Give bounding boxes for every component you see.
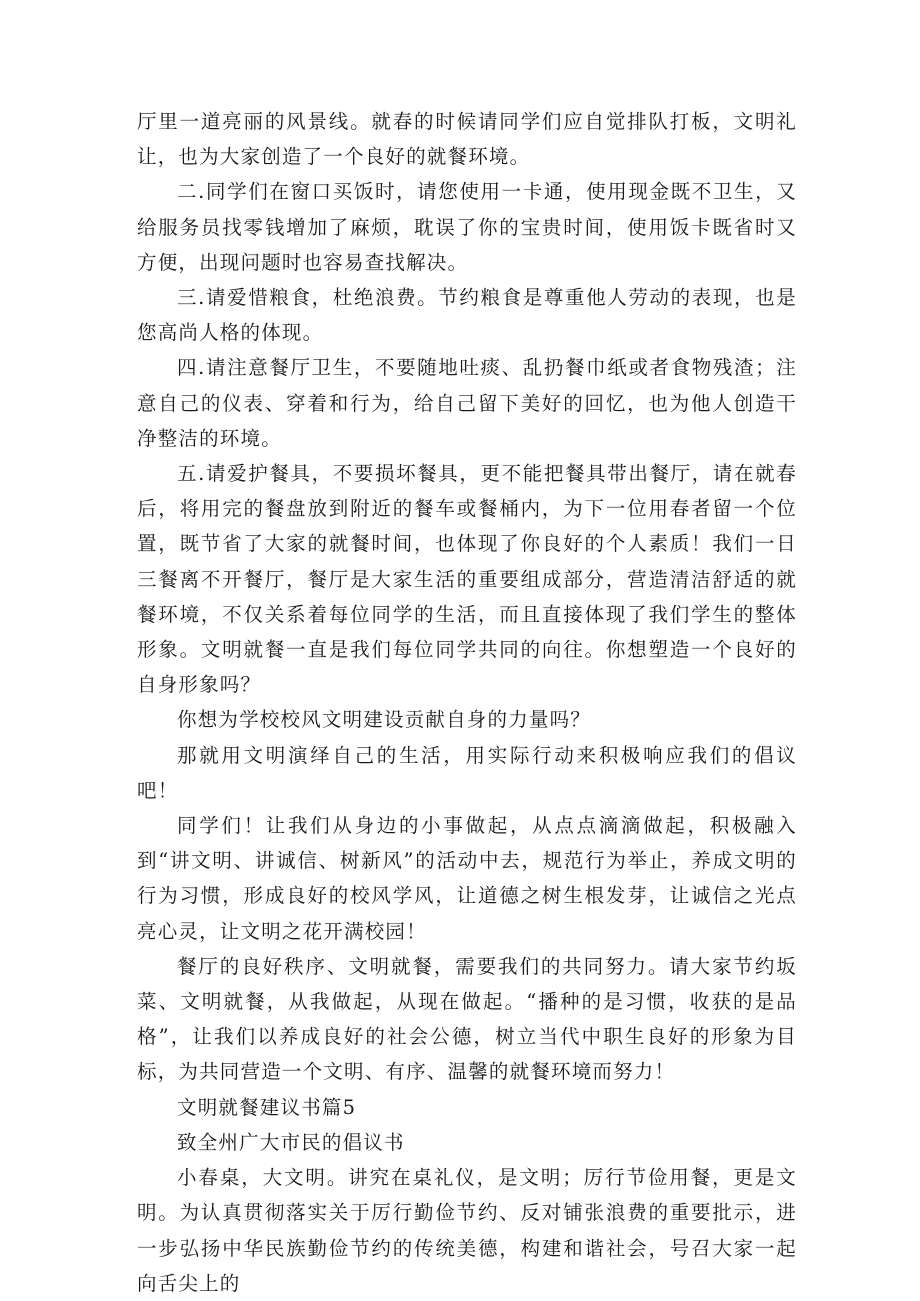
paragraph-appeal: 同学们！让我们从身边的小事做起，从点点滴滴做起，积极融入到“讲文明、讲诚信、树新风”的活动中去，规范行为举止，养成文明的行为习惯，形成良好的校风学风，让道德之树生根发芽，让诚信之光点亮心灵，让文明之花开满校园！ — [137, 814, 797, 943]
document-body — [137, 104, 797, 1301]
section-heading: 文明就餐建议书篇5 — [177, 1095, 357, 1119]
paragraph-letter-body: 小春桌，大文明。讲究在桌礼仪，是文明；厉行节俭用餐，更是文明。为认真贯彻落实关于厉行勤俭节约、反对铺张浪费的重要批示，进一步弘扬中华民族勤俭节约的传统美德，构建和谐社会，号召大家一起向舌尖上的 — [137, 1166, 797, 1295]
paragraph-item-5: 五.请爱护餐具，不要损坏餐具，更不能把餐具带出餐厅，请在就春后，将用完的餐盘放到附近的餐车或餐桶内，为下一位用春者留一个位置，既节省了大家的就餐时间，也体现了你良好的个人素质！我们一日三餐离不开餐厅，餐厅是大家生活的重要组成部分，营造清洁舒适的就餐环境，不仅关系着每位同学的生活，而且直接体现了我们学生的整体形象。文明就餐一直是我们每位同学共同的向往。你想塑造一个良好的自身形象吗？ — [137, 462, 797, 697]
paragraph-question: 你想为学校校风文明建设贡献自身的力量吗？ — [177, 708, 592, 732]
paragraph-item-4: 四.请注意餐厅卫生，不要随地吐痰、乱扔餐巾纸或者食物残渣；注意自己的仪表、穿着和行为，给自己留下美好的回忆，也为他人创造干净整洁的环境。 — [137, 356, 797, 450]
letter-title: 致全州广大市民的倡议书 — [177, 1130, 405, 1154]
paragraph-item-2: 二.同学们在窗口买饭时，请您使用一卡通，使用现金既不卫生，又给服务员找零钱增加了麻烦，耽误了你的宝贵时间，使用饭卡既省时又方便，出现问题时也容易查找解决。 — [137, 180, 797, 274]
paragraph-item-3: 三.请爱惜粮食，杜绝浪费。节约粮食是尊重他人劳动的表现，也是您高尚人格的体现。 — [137, 286, 797, 345]
paragraph-conclusion: 餐厅的良好秩序、文明就餐，需要我们的共同努力。请大家节约坂菜、文明就餐，从我做起，从现在做起。“播种的是习惯，收获的是品格”，让我们以养成良好的社会公德，树立当代中职生良好的形象为目标，为共同营造一个文明、有序、温馨的就餐环境而努力！ — [137, 954, 797, 1084]
paragraph-intro-continuation: 厅里一道亮丽的风景线。就春的时候请同学们应自觉排队打板，文明礼让，也为大家创造了一个良好的就餐环境。 — [137, 110, 797, 169]
paragraph-call-to-action: 那就用文明演绎自己的生活，用实际行动来积极响应我们的倡议吧！ — [137, 743, 797, 802]
